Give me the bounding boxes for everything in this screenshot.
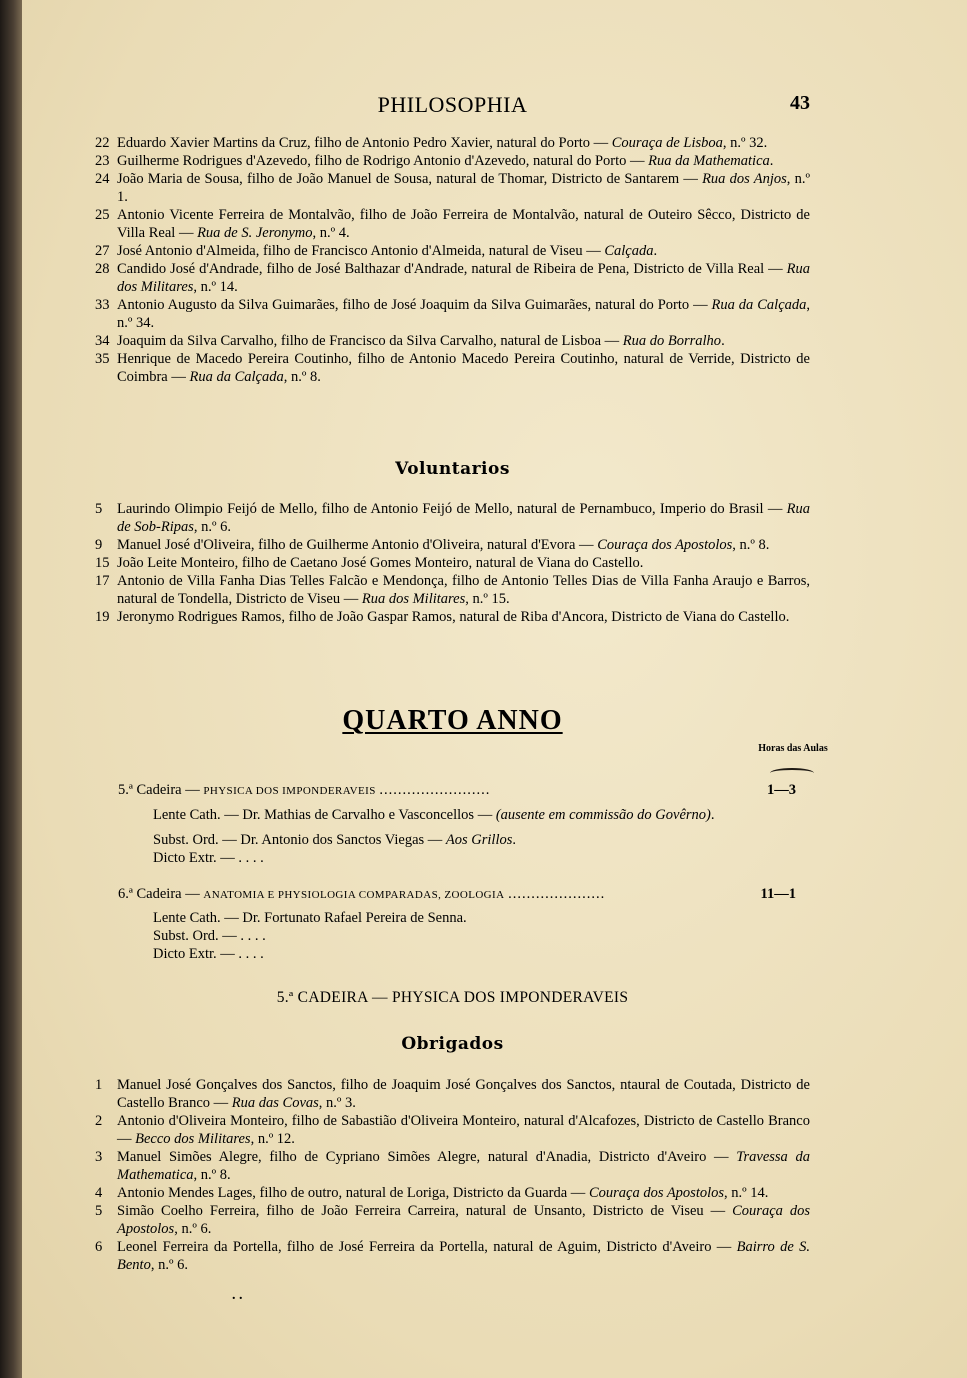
- entry-text: Manuel Simões Alegre, filho de Cypriano Simões Alegre, natural d'Anadia, Districto d'Aveiro —: [117, 1149, 729, 1165]
- entry-tail: , n.º 15.: [465, 591, 510, 607]
- student-entry: [95, 608, 810, 626]
- leader-dots: .....................: [508, 886, 606, 902]
- cadeira-5-staff: [153, 806, 813, 867]
- entry-address: Travessa da Mathematica: [117, 1149, 810, 1183]
- entry-address: Rua da Calçada: [189, 369, 284, 385]
- entry-number: 33: [95, 297, 110, 313]
- cadeira-5-hours: 1—3: [767, 782, 796, 798]
- entry-number: 3: [95, 1149, 103, 1165]
- student-entry: [95, 296, 810, 332]
- entry-tail: .: [653, 243, 658, 259]
- entry-number: 5: [95, 1203, 103, 1219]
- entry-tail: , n.º 6.: [150, 1257, 188, 1273]
- entry-number: 23: [95, 153, 110, 169]
- cadeira-6-line: [118, 885, 818, 904]
- student-entry: [95, 206, 810, 242]
- entry-address: Rua da Calçada: [711, 297, 807, 313]
- leader-dots: ........................: [379, 782, 491, 798]
- entry-tail: , n.º 8.: [732, 537, 770, 553]
- entry-address: Rua da Mathematica: [648, 153, 770, 169]
- horas-brace-rule: [770, 768, 814, 778]
- entry-text: José Antonio d'Almeida, filho de Francisco Antonio d'Almeida, natural de Viseu —: [117, 243, 601, 259]
- entry-number: 24: [95, 171, 110, 187]
- entry-address: Couraça dos Apostolos: [588, 1185, 725, 1201]
- quarto-anno-heading: QUARTO ANNO: [342, 705, 563, 736]
- entry-address: Rua dos Anjos: [702, 171, 787, 187]
- student-entry: [95, 1202, 810, 1238]
- entry-number: 2: [95, 1113, 103, 1129]
- entry-number: 4: [95, 1185, 103, 1201]
- student-entry: [95, 134, 810, 152]
- cadeira-6-hours: 11—1: [760, 886, 796, 902]
- student-entry: [95, 350, 810, 386]
- student-entry: [95, 1184, 810, 1202]
- student-entry: [95, 152, 810, 170]
- entry-address: Rua das Covas: [231, 1095, 319, 1111]
- obrigados-heading: Obrigados: [401, 1034, 504, 1054]
- student-entry: [95, 332, 810, 350]
- entry-text: Antonio Vicente Ferreira de Montalvão, filho de João Ferreira de Montalvão, natural de Outeiro Sêcco, Districto de Villa Real —: [117, 207, 810, 241]
- cadeira-5-label: 5.ª Cadeira —: [118, 782, 200, 798]
- entry-text: Manuel José Gonçalves dos Sanctos, filho de Joaquim José Gonçalves dos Sanctos, ntaural de Coutada, Districto de Castello Branco —: [117, 1077, 810, 1111]
- student-entry: [95, 242, 810, 260]
- entry-text: Candido José d'Andrade, filho de José Balthazar d'Andrade, natural de Ribeira de Pena, Districto de Villa Real —: [117, 261, 783, 277]
- cadeira-5-heading: 5.ª CADEIRA — PHYSICA DOS IMPONDERAVEIS: [276, 989, 629, 1006]
- entry-tail: , n.º 32.: [722, 135, 768, 151]
- entry-number: 28: [95, 261, 110, 277]
- dicto-extr-line: Dicto Extr. — . . . .: [153, 946, 264, 962]
- entry-number: 6: [95, 1239, 103, 1255]
- entry-number: 22: [95, 135, 110, 151]
- entry-tail: , n.º 3.: [318, 1095, 356, 1111]
- subst-ord-line: Subst. Ord. — Dr. Antonio dos Sanctos Viegas — Aos Grillos.: [153, 832, 516, 848]
- entry-address: Couraça de Lisboa: [611, 135, 723, 151]
- entry-number: 19: [95, 609, 110, 625]
- voluntarios-heading: Voluntarios: [395, 459, 510, 479]
- entry-number: 1: [95, 1077, 103, 1093]
- entry-text: Antonio d'Oliveira Monteiro, filho de Sabastião d'Oliveira Monteiro, natural d'Alcafozes, Districto de Castello Branco —: [117, 1113, 810, 1147]
- obrigados-list: [95, 1076, 810, 1274]
- entry-tail: , n.º 14.: [724, 1185, 769, 1201]
- student-entry: [95, 500, 810, 536]
- entry-text: João Leite Monteiro, filho de Caetano José Gomes Monteiro, natural de Viana do Castello.: [117, 555, 644, 571]
- voluntarios-list: [95, 500, 810, 626]
- entry-tail: , n.º 1.: [117, 171, 810, 205]
- student-entry: [95, 1076, 810, 1112]
- student-entry: [95, 1112, 810, 1148]
- entry-tail: , n.º 8.: [283, 369, 321, 385]
- dicto-extr-line: Dicto Extr. — . . . .: [153, 850, 264, 866]
- entry-address: Bairro de S. Bento: [117, 1239, 811, 1273]
- entry-address: Rua dos Militares: [117, 261, 811, 295]
- entry-address: Couraça dos Apostolos: [597, 537, 733, 553]
- student-entry: [95, 572, 810, 608]
- student-list-continued: [95, 134, 810, 386]
- entry-text: Manuel José d'Oliveira, filho de Guilherme Antonio d'Oliveira, natural d'Evora —: [117, 537, 594, 553]
- entry-text: Henrique de Macedo Pereira Coutinho, filho de Antonio Macedo Pereira Coutinho, natural de Verride, Districto de Coimbra —: [117, 351, 810, 385]
- entry-tail: , n.º 14.: [193, 279, 238, 295]
- entry-number: 34: [95, 333, 110, 349]
- entry-text: Antonio Mendes Lages, filho de outro, natural de Loriga, Districto da Guarda —: [117, 1185, 586, 1201]
- entry-text: Antonio de Villa Fanha Dias Telles Falcão e Mendonça, filho de Antonio Telles Dias de Villa Fanha Araujo e Barros, natural de Tondella, Districto de Viseu —: [117, 573, 810, 607]
- student-entry: [95, 260, 810, 296]
- entry-address: Rua dos Militares: [361, 591, 466, 607]
- horas-das-aulas-label: Horas das Aulas: [758, 743, 828, 754]
- running-title: PHILOSOPHIA: [377, 92, 528, 117]
- entry-address: Rua do Borralho: [622, 333, 722, 349]
- entry-text: Leonel Ferreira da Portella, filho de José Ferreira da Portella, natural de Aguim, Districto d'Aveiro —: [117, 1239, 732, 1255]
- cadeira-5-subject: PHYSICA DOS IMPONDERAVEIS: [203, 785, 376, 797]
- entry-address: Calçada: [604, 243, 654, 259]
- entry-text: Eduardo Xavier Martins da Cruz, filho de Antonio Pedro Xavier, natural do Porto —: [117, 135, 609, 151]
- entry-text: Joaquim da Silva Carvalho, filho de Francisco da Silva Carvalho, natural de Lisboa —: [117, 333, 620, 349]
- entry-number: 35: [95, 351, 110, 367]
- cadeira-6-subject: ANATOMIA E PHYSIOLOGIA COMPARADAS, ZOOLOGIA: [203, 889, 505, 901]
- entry-number: 25: [95, 207, 110, 223]
- entry-tail: , n.º 8.: [193, 1167, 231, 1183]
- entry-address: Couraça dos Apostolos: [117, 1203, 810, 1237]
- book-spine: [0, 0, 22, 1378]
- entry-tail: , n.º 4.: [312, 225, 350, 241]
- entry-tail: , n.º 6.: [174, 1221, 212, 1237]
- entry-text: Laurindo Olimpio Feijó de Mello, filho de Antonio Feijó de Mello, natural de Pernambuco, Imperio do Brasil —: [117, 501, 783, 517]
- entry-number: 27: [95, 243, 110, 259]
- entry-address: Becco dos Militares: [135, 1131, 251, 1147]
- subst-ord-line: Subst. Ord. — . . . .: [153, 928, 266, 944]
- lente-cath-line: Lente Cath. — Dr. Fortunato Rafael Pereira de Senna.: [153, 910, 467, 926]
- entry-address: Rua de S. Jeronymo: [197, 225, 313, 241]
- entry-text: Antonio Augusto da Silva Guimarães, filho de José Joaquim da Silva Guimarães, natural do Porto —: [117, 297, 708, 313]
- entry-text: João Maria de Sousa, filho de João Manuel de Sousa, natural de Thomar, Districto de Santarem —: [117, 171, 698, 187]
- student-entry: [95, 170, 810, 206]
- entry-number: 5: [95, 501, 103, 517]
- entry-number: 15: [95, 555, 110, 571]
- student-entry: [95, 1148, 810, 1184]
- cadeira-6-staff: [153, 909, 813, 963]
- entry-text: Jeronymo Rodrigues Ramos, filho de João Gaspar Ramos, natural de Riba d'Ancora, Districto de Viana do Castello.: [117, 609, 790, 625]
- lente-cath-line: Lente Cath. — Dr. Mathias de Carvalho e Vasconcellos — (ausente em commissão do Govêrno).: [153, 807, 715, 823]
- student-entry: [95, 1238, 810, 1274]
- entry-tail: , n.º 34.: [117, 297, 810, 331]
- entry-text: Simão Coelho Ferreira, filho de João Ferreira Carreira, natural de Unsanto, Districto de Viseu —: [117, 1203, 726, 1219]
- footer-mark: . .: [232, 1288, 243, 1303]
- entry-tail: .: [721, 333, 725, 349]
- entry-number: 9: [95, 537, 103, 553]
- student-entry: [95, 554, 810, 572]
- page-number: 43: [790, 92, 810, 114]
- entry-number: 17: [95, 573, 110, 589]
- entry-tail: , n.º 6.: [193, 519, 232, 535]
- cadeira-6-label: 6.ª Cadeira —: [118, 886, 200, 902]
- page-header: [95, 92, 810, 122]
- entry-tail: .: [769, 153, 774, 169]
- entry-address: Rua de Sob-Ripas: [117, 501, 810, 535]
- cadeira-5-line: [118, 781, 818, 800]
- entry-tail: , n.º 12.: [250, 1131, 295, 1147]
- student-entry: [95, 536, 810, 554]
- entry-text: Guilherme Rodrigues d'Azevedo, filho de Rodrigo Antonio d'Azevedo, natural do Porto —: [117, 153, 645, 169]
